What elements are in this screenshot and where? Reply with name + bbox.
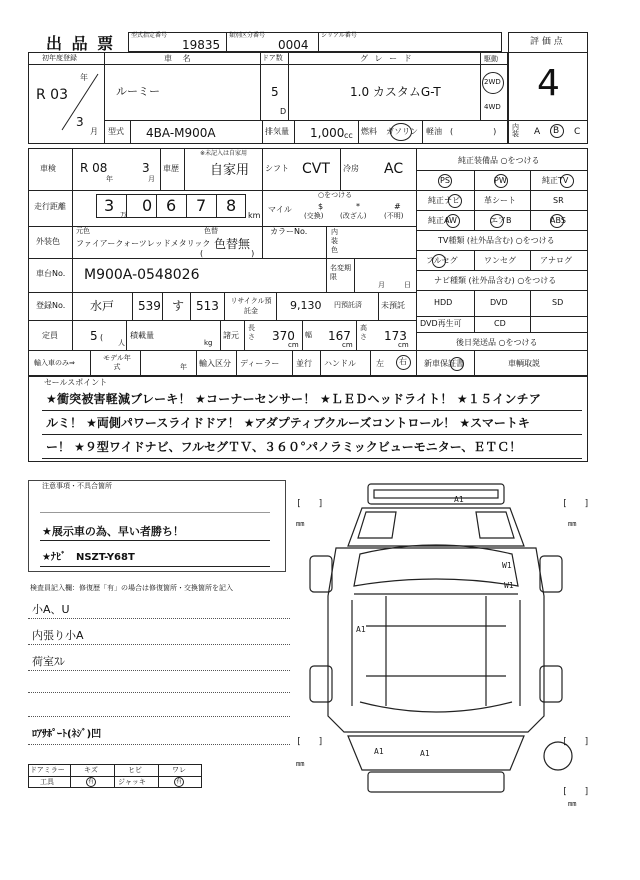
equipment-title: 純正装備品 ○をつける	[458, 156, 540, 165]
notes-label: 注意事項・不具合箇所	[42, 482, 112, 490]
mileage-label: 走行距離	[34, 202, 66, 211]
svg-text:[: [	[562, 737, 568, 747]
svg-text:W1: W1	[502, 561, 512, 570]
ac-label: 冷房	[343, 164, 359, 173]
inspection-label: 車検	[40, 164, 56, 173]
reg-class: 539	[138, 299, 161, 313]
inspector-line-1: 小A、U	[32, 603, 70, 616]
color-value: ファイアークォーツレッドメタリック	[76, 239, 211, 248]
displacement-value: 1,000	[310, 126, 345, 140]
form-no-label: 型式指定番号	[131, 32, 168, 39]
svg-text:]: ]	[318, 499, 324, 509]
note-line-1: ★展示車の為、早い者勝ち！	[42, 525, 184, 538]
drive-label: 駆動	[484, 55, 498, 63]
svg-text:A1: A1	[374, 747, 384, 756]
color-no-label: カラーNo.	[270, 227, 308, 236]
model-value: 4BA-M900A	[146, 126, 216, 140]
vin-label: 車台No.	[36, 269, 66, 278]
reg-area: 水戸	[90, 299, 115, 313]
height-value: 173	[384, 329, 407, 343]
inspection-month: 3	[142, 161, 150, 175]
interior-color-label: 内装色	[331, 228, 338, 254]
shift-label: シフト	[265, 164, 289, 173]
color-label: 外装色	[36, 237, 60, 246]
docs-title: 後日発送品 ○をつける	[456, 338, 538, 347]
form-no-value: 19835	[182, 38, 221, 52]
svg-text:[: [	[296, 737, 302, 747]
svg-text:]: ]	[584, 737, 590, 747]
svg-text:A1: A1	[454, 495, 464, 504]
repaint-value: 色替無	[214, 237, 251, 251]
inspection-era: R 08	[80, 161, 108, 175]
doors-value: 5	[271, 85, 279, 99]
class-no-value: 0004	[278, 38, 309, 52]
name-change-label: 名変期限	[330, 264, 351, 281]
sales-line-2: ルミ！ ★両側パワースライドドア！ ★アダプティブクルーズコントロール！ ★スマートキ	[46, 416, 530, 430]
sales-line-1: ★衝突被害軽減ブレーキ！ ★コーナーセンサー！ ★ＬＥＤヘッドライト！ ★１５インチア	[46, 392, 542, 406]
displacement-label: 排気量	[265, 127, 289, 136]
note-line-2: ★ﾅﾋﾞ NSZT-Y68T	[42, 552, 135, 563]
reg-label: 登録No.	[36, 301, 66, 310]
car-name-label: 車 名	[164, 54, 195, 63]
inspector-line-3: 荷室ｽﾚ	[32, 655, 65, 668]
reg-kana: す	[172, 299, 185, 313]
car-name: ルーミー	[116, 85, 160, 98]
history-label: 車歴	[163, 164, 179, 173]
model-label: 型式	[108, 127, 124, 136]
score-value: 4	[537, 63, 560, 104]
serial-label: シリアル番号	[321, 32, 357, 39]
svg-text:]: ]	[318, 737, 324, 747]
svg-text:[: [	[296, 499, 302, 509]
svg-text:]: ]	[584, 499, 590, 509]
first-reg-month: 3	[76, 115, 84, 129]
nav-title: ナビ種類 (社外品含む) ○をつける	[434, 276, 557, 285]
svg-text:mm: mm	[296, 760, 305, 768]
capacity-label: 定員	[42, 331, 58, 340]
score-label: 評 価 点	[530, 37, 563, 47]
capacity-value: 5	[90, 329, 98, 343]
first-reg-label: 初年度登録	[42, 54, 77, 62]
inspector-label: 検査員記入欄：修復歴「有」の場合は修復箇所・交換箇所を記入	[30, 584, 233, 592]
first-reg-era: R 03	[36, 87, 68, 103]
length-value: 370	[272, 329, 295, 343]
history-value: 自家用	[210, 163, 250, 178]
sales-line-3: ー！ ★９型ワイドナビ、フルセグＴＶ、３６０°パノラミックビューモニター、ＥＴＣ！	[46, 440, 522, 454]
grade-value: 1.0 カスタムG-T	[350, 85, 441, 99]
class-no-label: 類別区分番号	[229, 32, 266, 39]
form-title: 出 品 票	[46, 34, 116, 53]
ac-value: AC	[384, 161, 404, 177]
svg-text:W1: W1	[504, 581, 514, 590]
svg-text:]: ]	[584, 787, 590, 797]
load-label: 積載量	[130, 331, 154, 340]
recycle-value: 9,130	[290, 299, 322, 312]
svg-text:[: [	[562, 787, 568, 797]
inspector-line-6: ﾛｱｻﾎﾟｰﾄ(ﾈｼﾞ)凹	[32, 729, 102, 740]
tv-title: TV種類 (社外品含む) ○をつける	[438, 236, 555, 245]
recycle-label: リサイクル預託金	[230, 297, 272, 315]
svg-text:mm: mm	[568, 520, 577, 528]
svg-text:A1: A1	[356, 625, 366, 634]
svg-text:[: [	[562, 499, 568, 509]
inspector-line-2: 内張り小A	[32, 629, 84, 642]
width-value: 167	[328, 329, 351, 343]
svg-text:mm: mm	[568, 800, 577, 808]
grade-label: グ レ ー ド	[360, 54, 414, 63]
interior-label: 内装	[512, 123, 519, 138]
fuel-label: 燃料	[361, 127, 377, 136]
reg-number: 513	[196, 299, 219, 313]
shift-value: CVT	[302, 161, 330, 177]
doors-label: ドア数	[262, 54, 283, 62]
car-damage-diagram	[296, 476, 596, 816]
sales-label: セールスポイント	[44, 378, 108, 387]
import-label: 輸入車のみ⇒	[34, 359, 75, 367]
mile-label: マイル	[268, 205, 292, 214]
vin-value: M900A-0548026	[84, 267, 200, 283]
svg-text:A1: A1	[420, 749, 430, 758]
handle-label: ハンドル	[324, 359, 356, 368]
dims-label: 諸元	[223, 331, 239, 340]
svg-text:mm: mm	[296, 520, 305, 528]
